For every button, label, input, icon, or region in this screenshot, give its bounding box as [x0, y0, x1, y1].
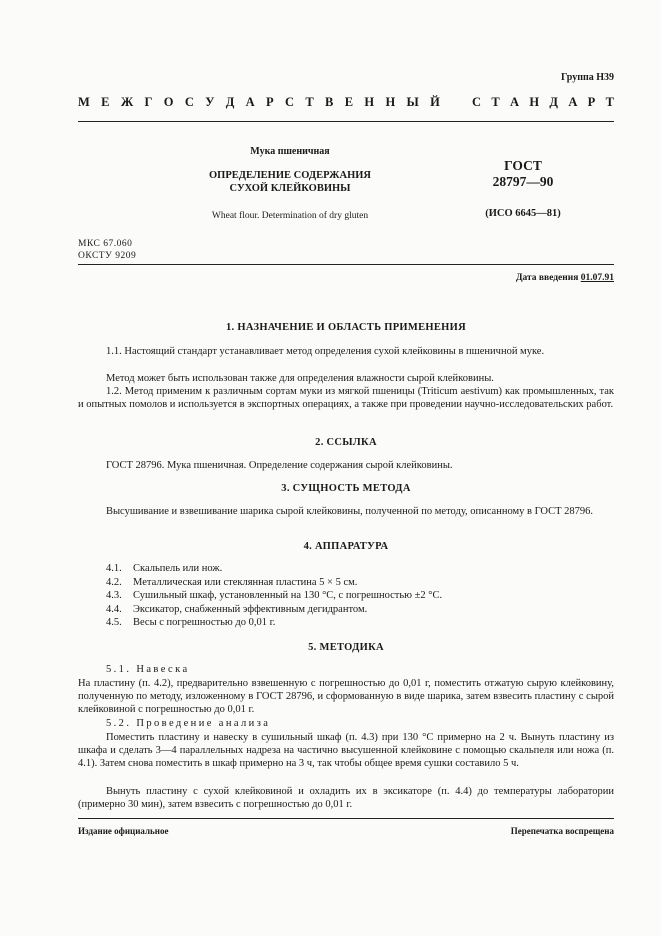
section-4-heading: 4. АППАРАТУРА [303, 541, 389, 552]
footer-rule [78, 818, 614, 819]
subsection-5-2-title: 5.2. Проведение анализа [106, 718, 271, 729]
paragraph-2: ГОСТ 28796. Мука пшеничная. Определение содержания сырой клейковины. [106, 460, 453, 471]
product-title: Мука пшеничная [250, 146, 330, 157]
iso-designation: (ИСО 6645—81) [485, 208, 561, 219]
top-rule [78, 121, 614, 122]
footer-official-edition: Издание официальное [78, 826, 169, 836]
paragraph-5-2: Поместить пластину и навеску в сушильный шкаф (п. 4.3) при 130 °С примерно на 2 ч. Вынуть пластину из шкафа и сделать 3—4 параллельных надреза на частично высушенной клейковине с помощью скальпеля или ножа (п. 4.1). Затем снова поместить в шкаф примерно на 3 ч, так чтобы общее время сушки составило 5 ч. [78, 732, 614, 770]
section-3-heading: 3. СУЩНОСТЬ МЕТОДА [281, 483, 411, 494]
section-2-heading: 2. ССЫЛКА [315, 437, 377, 448]
paragraph-3: Высушивание и взвешивание шарика сырой клейковины, полученной по методу, описанному в ГОСТ 28796. [106, 506, 594, 517]
group-code: Группа Н39 [561, 72, 614, 83]
list-item: 4.3. Сушильный шкаф, установленный на 130 °С, с погрешностью ±2 °С. [106, 590, 443, 601]
section-1-heading: 1. НАЗНАЧЕНИЕ И ОБЛАСТЬ ПРИМЕНЕНИЯ [226, 322, 466, 333]
list-item: 4.2. Металлическая или стеклянная пластина 5 × 5 см. [106, 577, 358, 588]
classification-codes: МКС 67.060 ОКСТУ 9209 [78, 239, 137, 261]
paragraph-1-1: 1.1. Настоящий стандарт устанавливает метод определения сухой клейковины в пшеничной муке. [106, 346, 545, 357]
section-5-heading: 5. МЕТОДИКА [308, 642, 384, 653]
list-item: 4.5. Весы с погрешностью до 0,01 г. [106, 617, 276, 628]
list-item: 4.4. Эксикатор, снабженный эффективным дегидрантом. [106, 604, 368, 615]
paragraph-1-1b: Метод может быть использован также для определения влажности сырой клейковины. [106, 373, 494, 384]
subsection-5-1-title: 5.1. Навеска [106, 664, 190, 675]
banner-word-interstate: М Е Ж Г О С У Д А Р С Т В Е Н Н Ы Й [78, 95, 440, 109]
paragraph-5-1: На пластину (п. 4.2), предварительно взвешенную с погрешностью до 0,01 г, поместить отжатую сырую клейковину, полученную по методу, изложенному в ГОСТ 28796, и сформованную в виде шарика, затем взвесить пластину с сырой клейковиной с погрешностью до 0,01 г. [78, 678, 614, 716]
document-title: ОПРЕДЕЛЕНИЕ СОДЕРЖАНИЯ СУХОЙ КЛЕЙКОВИНЫ [208, 170, 371, 194]
paragraph-5-2b: Вынуть пластину с сухой клейковиной и охладить их в эксикаторе (п. 4.4) до температуры лаборатории (примерно 30 мин), затем взвесить с погрешностью до 0,01 г. [78, 786, 614, 811]
effective-date: Дата введения 01.07.91 [515, 273, 614, 283]
footer-reprint-prohibited: Перепечатка воспрещена [510, 826, 614, 836]
header-rule [78, 264, 614, 265]
list-item: 4.1. Скальпель или нож. [106, 563, 223, 574]
standard-banner [78, 95, 614, 110]
banner-word-standard: С Т А Н Д А Р Т [472, 95, 614, 109]
paragraph-1-2: 1.2. Метод применим к различным сортам муки из мягкой пшеницы (Triticum aestivum) как промышленных, так и опытных помолов и используется в экспортных операциях, а также при проведении научно-исследовательских работ. [78, 386, 614, 411]
gost-designation: ГОСТ 28797—90 [492, 158, 554, 189]
english-title: Wheat flour. Determination of dry gluten [211, 211, 369, 221]
